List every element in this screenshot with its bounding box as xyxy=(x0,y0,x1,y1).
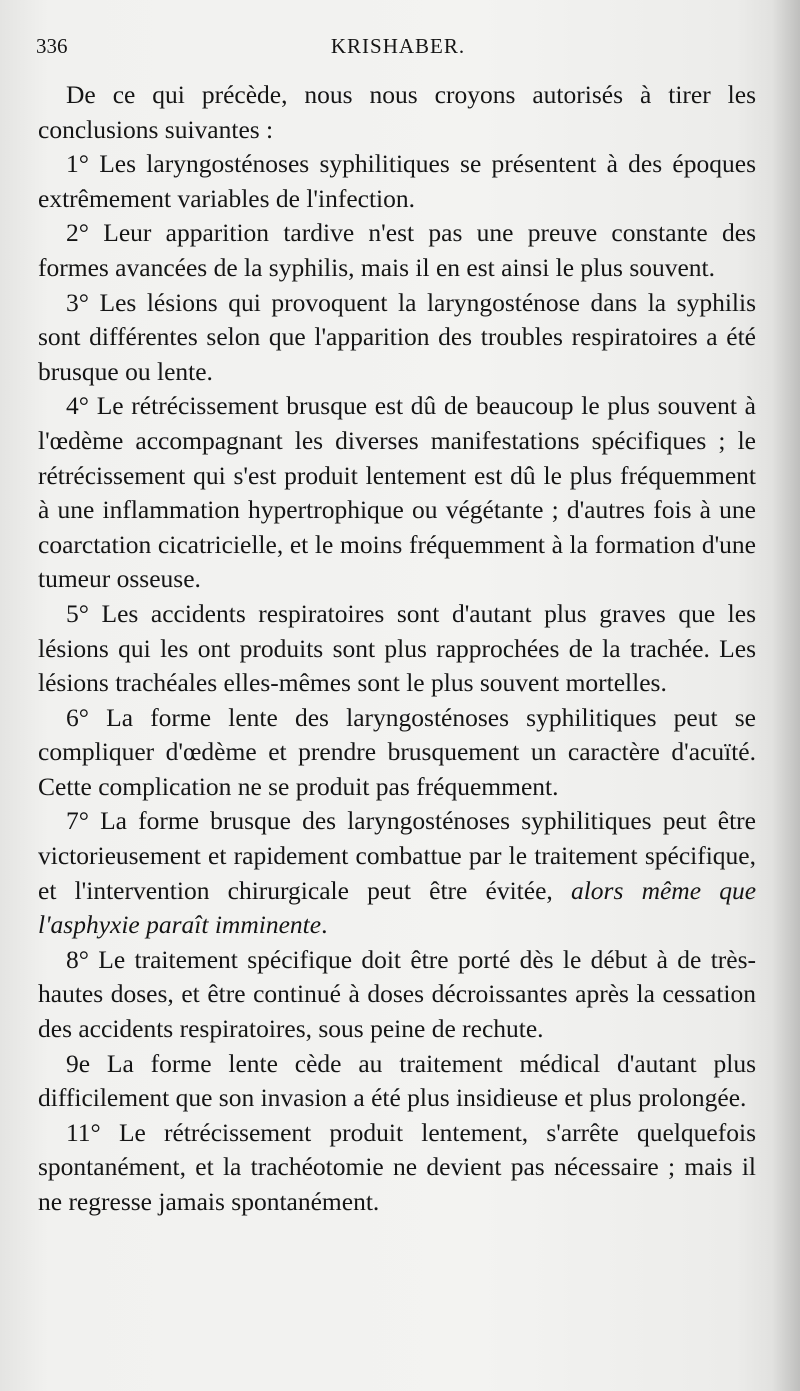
item-emphasis: alors même que l'asphyxie paraît imminente xyxy=(38,875,757,940)
body-text xyxy=(38,78,756,1220)
item-number: 1° xyxy=(66,149,89,179)
running-head: KRISHABER. xyxy=(330,34,466,58)
conclusion-6 xyxy=(38,701,756,805)
conclusion-5 xyxy=(38,597,756,701)
item-text: Le rétrécissement brusque est dû de beaucoup le plus souvent à l'œdème accompagnant les diverses manifestations spécifiques ; le rétrécissement qui s'est produit lentement est dû le plus fréquemment à une inflammation hypertrophique ou végétante ; d'autres fois à une coarctation cicatricielle, et le moins fréquemment à la formation d'une tumeur osseuse. xyxy=(38,391,757,594)
item-number: 7° xyxy=(66,806,89,836)
item-number: 6° xyxy=(66,702,89,732)
item-tail: . xyxy=(321,910,328,940)
item-text: Le rétrécissement produit lentement, s'arrête quelquefois spontanément, et la trachéotomie ne devient pas nécessaire ; mais il ne regresse jamais spontanément. xyxy=(38,1117,757,1216)
page-edge-shadow xyxy=(772,0,800,1391)
conclusion-9 xyxy=(38,1047,756,1116)
conclusion-3 xyxy=(38,286,756,390)
item-text: Les accidents respiratoires sont d'autant plus graves que les lésions qui les ont produits sont plus rapprochées de la trachée. Les lésions trachéales elles-mêmes sont le plus souvent mortelles. xyxy=(38,598,757,698)
conclusion-8 xyxy=(38,943,756,1047)
conclusion-7 xyxy=(38,804,756,942)
item-text: Le traitement spécifique doit être porté dès le début à de très-hautes doses, et être continué à doses décroissantes après la cessation des accidents respiratoires, sous peine de rechute. xyxy=(38,944,757,1044)
page-header xyxy=(36,34,760,64)
item-number: 2° xyxy=(66,218,89,248)
item-text: Leur apparition tardive n'est pas une preuve constante des formes avancées de la syphilis, mais il en est ainsi le plus souvent. xyxy=(38,218,757,282)
item-number: 8° xyxy=(66,944,89,974)
item-number: 9e xyxy=(66,1048,91,1078)
item-number: 3° xyxy=(66,287,89,317)
item-number: 4° xyxy=(66,391,89,421)
item-text: Les lésions qui provoquent la laryngosténose dans la syphilis sont différentes selon que l'apparition des troubles respiratoires a été brusque ou lente. xyxy=(38,287,757,386)
item-text: Les laryngosténoses syphilitiques se présentent à des époques extrêmement variables de l'infection. xyxy=(38,149,756,213)
item-number: 11° xyxy=(66,1117,101,1147)
conclusion-11 xyxy=(38,1116,756,1220)
item-number: 5° xyxy=(66,598,89,628)
item-text: La forme brusque des laryngosténoses syphilitiques peut être victorieusement et rapidement combattue par le traitement spécifique, et l'intervention chirurgicale peut être évitée, xyxy=(38,806,756,905)
conclusion-4 xyxy=(38,389,756,597)
item-text: La forme lente des laryngosténoses syphilitiques peut se compliquer d'œdème et prendre brusquement un caractère d'acuïté. Cette complication ne se produit pas fréquemment. xyxy=(38,702,756,801)
conclusion-2 xyxy=(38,216,756,285)
intro-paragraph: De ce qui précède, nous nous croyons autorisés à tirer les conclusions suivantes : xyxy=(38,80,756,144)
conclusion-1 xyxy=(38,147,756,216)
page-number: 336 xyxy=(36,34,68,58)
item-text: La forme lente cède au traitement médical d'autant plus difficilement que son invasion a été plus insidieuse et plus prolongée. xyxy=(38,1048,756,1113)
